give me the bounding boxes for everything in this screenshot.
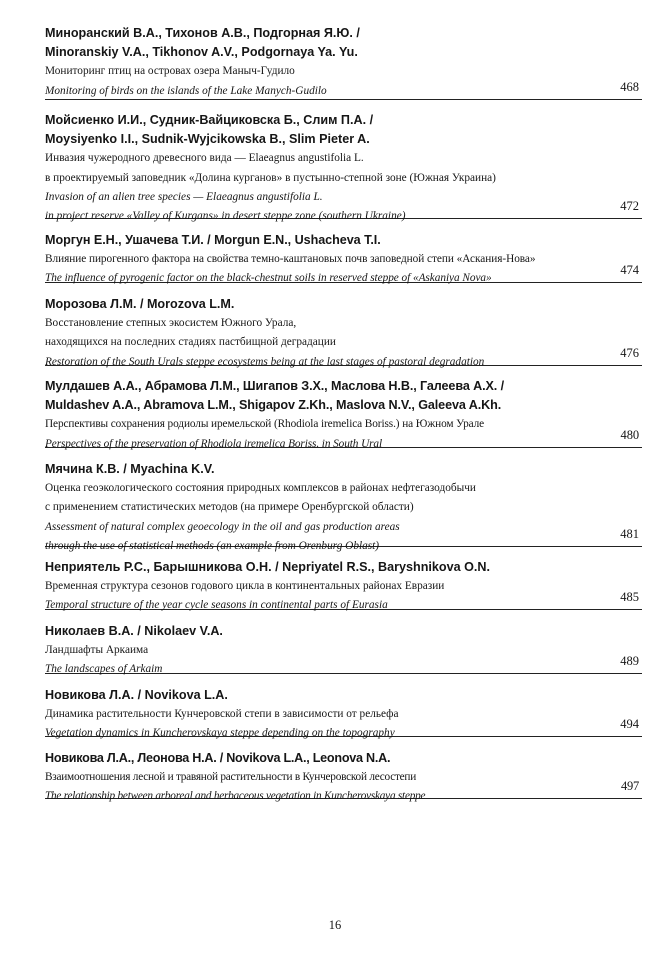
entry-title-en: The landscapes of Arkaim — [45, 663, 163, 676]
entry-authors: Minoranskiy V.A., Tikhonov A.V., Podgornaya Ya. Yu. — [45, 45, 358, 60]
table-of-contents — [45, 19, 642, 803]
entry-title-ru: Взаимоотношения лесной и травяной растительности в Кунчеровской лесостепи — [45, 771, 416, 784]
entry-title-en: through the use of statistical methods (an example from Orenburg Oblast) — [45, 539, 380, 552]
entry-page-number: 472 — [620, 199, 639, 213]
entry-title-ru: Восстановление степных экосистем Южного Урала, — [45, 317, 297, 330]
entry-title-ru: с применением статистических методов (на примере Оренбургской области) — [45, 501, 414, 514]
entry-title-ru: Оценка геоэкологического состояния природных комплексов в районах нефтегазодобычи — [45, 482, 476, 495]
entry-page-number: 476 — [620, 346, 639, 360]
entry-authors: Николаев В.А. / Nikolaev V.A. — [45, 624, 223, 638]
toc-entry — [45, 737, 642, 803]
entry-title-ru: Перспективы сохранения родиолы иремельской (Rhodiola iremelica Boriss.) на Южном Урале — [45, 418, 485, 431]
entry-title-en: The influence of pyrogenic factor on the black-chestnut soils in reserved steppe of «Askaniya Nova» — [45, 272, 492, 285]
entry-page-number: 481 — [620, 527, 639, 541]
entry-title-ru: в проектируемый заповедник «Долина курганов» в пустынно-степной зоне (Южная Украина) — [45, 171, 496, 184]
entry-title-en: Assessment of natural complex geoecology in the oil and gas production areas — [45, 520, 400, 533]
entry-authors: Новикова Л.А. / Novikova L.A. — [45, 688, 228, 702]
entry-authors: Мячина К.В. / Myachina K.V. — [45, 462, 215, 476]
entry-authors: Неприятель Р.С., Барышникова О.Н. / Nepriyatel R.S., Baryshnikova O.N. — [45, 560, 491, 574]
entry-title-en: Perspectives of the preservation of Rhodiola iremelica Boriss. in South Ural — [45, 437, 383, 450]
entry-title-ru: Инвазия чужеродного древесного вида — Elaeagnus angustifolia L. — [45, 152, 364, 165]
toc-entry — [45, 366, 642, 448]
entry-authors: Мойсиенко И.И., Судник-Вайциковска Б., Слим П.А. / — [45, 113, 374, 127]
entry-page-number: 494 — [620, 717, 639, 731]
entry-title-ru: Временная структура сезонов годового цикла в континентальных районах Евразии — [45, 580, 445, 593]
entry-authors: Мулдашев А.А., Абрамова Л.М., Шигапов З.Х., Маслова Н.В., Галеева А.Х. / — [45, 379, 505, 393]
entry-page-number: 468 — [620, 80, 639, 94]
entry-title-ru: Ландшафты Аркаима — [45, 644, 149, 657]
entry-authors: Морозова Л.М. / Morozova L.M. — [45, 297, 235, 311]
entry-title-ru: Динамика растительности Кунчеровской степи в зависимости от рельефа — [45, 708, 399, 721]
toc-entry — [45, 610, 642, 674]
toc-entry — [45, 547, 642, 610]
toc-entry — [45, 219, 642, 283]
entry-authors: Новикова Л.А., Леонова Н.А. / Novikova L.A., Leonova N.A. — [45, 751, 391, 765]
entry-title-ru: Влияние пирогенного фактора на свойства темно-каштановых почв заповедной степи «Аскания-Нова» — [45, 253, 536, 266]
entry-authors: Минoранский В.А., Тихонов А.В., Подгорная Я.Ю. / — [45, 26, 360, 40]
entry-title-en: Vegetation dynamics in Kuncherovskaya steppe depending on the topography — [45, 727, 395, 740]
entry-title-en: Monitoring of birds on the islands of the Lake Manych-Gudilo — [45, 84, 327, 97]
entry-page-number: 497 — [621, 779, 639, 793]
toc-entry — [45, 100, 642, 223]
entry-authors: Moysiyenko I.I., Sudnik-Wyjcikowska B., Slim Pieter A. — [45, 132, 370, 147]
entry-page-number: 474 — [620, 263, 639, 277]
entry-page-number: 489 — [620, 654, 639, 668]
entry-title-ru: находящихся на последних стадиях пастбищной деградации — [45, 336, 336, 349]
entry-page-number: 480 — [620, 428, 639, 442]
entry-title-ru: Мониторинг птиц на островах озера Маныч-Гудило — [45, 65, 295, 78]
entry-title-en: in project reserve «Valley of Kurgans» in desert steppe zone (southern Ukraine) — [45, 210, 406, 223]
entry-title-en: The relationship between arboreal and herbaceous vegetation in Kuncherovskaya steppe — [45, 790, 426, 803]
entry-authors: Моргун Е.Н., Ушачева Т.И. / Morgun E.N., Ushacheva T.I. — [45, 233, 381, 247]
entry-title-en: Temporal structure of the year cycle seasons in continental parts of Eurasia — [45, 599, 388, 612]
entry-title-en: Invasion of an alien tree species — Elaeagnus angustifolia L. — [45, 190, 323, 203]
toc-entry — [45, 674, 642, 740]
page-number: 16 — [328, 918, 342, 932]
toc-entry — [45, 448, 642, 552]
entry-title-en: Restoration of the South Urals steppe ecosystems being at the last stages of pastoral degradation — [45, 355, 485, 368]
entry-authors: Muldashev A.A., Abramova L.M., Shigapov Z.Kh., Maslova N.V., Galeeva A.Kh. — [45, 398, 502, 413]
toc-entry — [45, 19, 642, 100]
toc-entry — [45, 283, 642, 366]
entry-page-number: 485 — [620, 590, 639, 604]
